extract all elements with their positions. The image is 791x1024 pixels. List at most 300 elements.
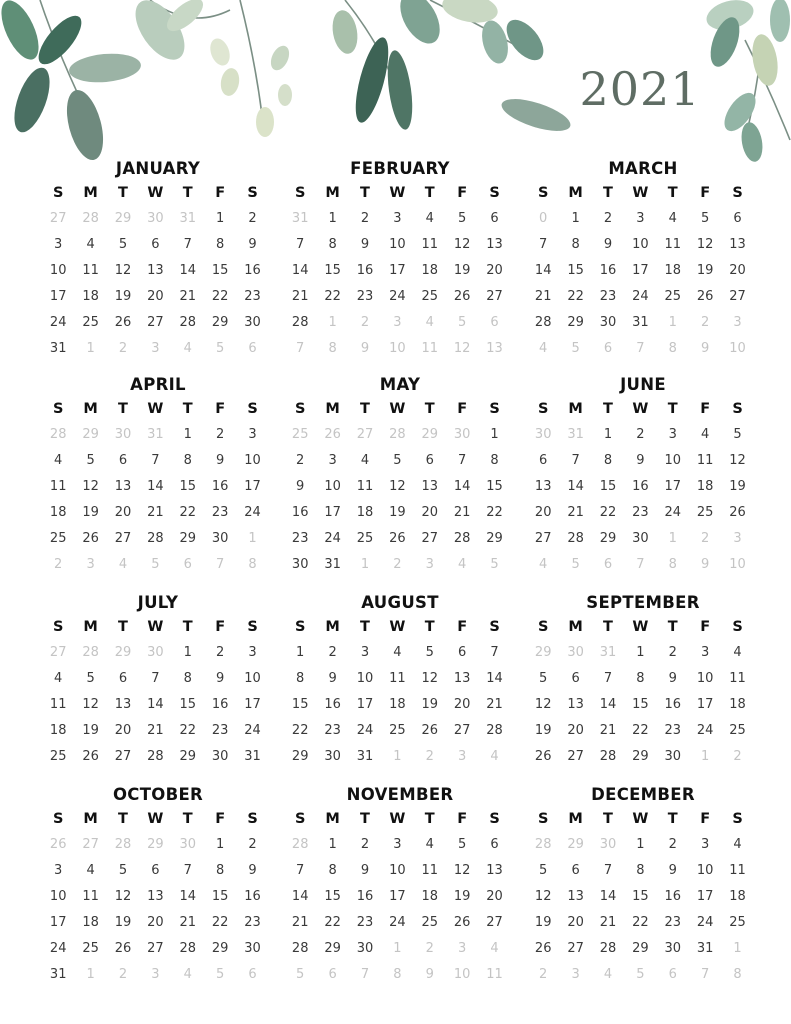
adjacent-month-day: 28 <box>114 837 132 852</box>
adjacent-month-day: 28 <box>82 211 99 226</box>
day-cell: 13 <box>534 479 552 494</box>
day-cell: 30 <box>356 941 374 956</box>
day-cell: 28 <box>179 941 197 956</box>
day-cell: 20 <box>567 723 584 738</box>
adjacent-month-day: 9 <box>425 967 434 982</box>
adjacent-month-day: 2 <box>425 941 434 956</box>
adjacent-month-day: 7 <box>636 557 645 572</box>
day-cell: 15 <box>179 479 197 494</box>
day-cell: 8 <box>603 453 613 468</box>
weekday-header: T <box>360 185 370 201</box>
month-title: JULY <box>137 593 179 612</box>
weekday-header: W <box>632 185 649 201</box>
day-cell: 1 <box>216 837 225 852</box>
day-cell: 19 <box>114 915 132 930</box>
day-cell: 6 <box>539 453 548 468</box>
day-cell: 20 <box>147 915 164 930</box>
month-days-grid <box>527 180 759 362</box>
day-cell: 23 <box>664 915 682 930</box>
day-cell: 20 <box>421 505 439 520</box>
weekday-header: W <box>389 185 406 201</box>
day-cell: 4 <box>425 837 434 852</box>
month-july <box>42 592 274 770</box>
day-cell: 24 <box>244 505 261 520</box>
day-cell: 17 <box>696 889 714 904</box>
day-cell: 19 <box>453 889 471 904</box>
day-cell: 28 <box>147 531 164 546</box>
day-cell: 25 <box>49 531 67 546</box>
day-cell: 18 <box>356 505 374 520</box>
adjacent-month-day: 29 <box>147 837 164 852</box>
adjacent-month-day: 30 <box>453 427 471 442</box>
adjacent-month-day: 30 <box>567 645 584 660</box>
adjacent-month-day: 28 <box>389 427 406 442</box>
day-cell: 14 <box>599 889 617 904</box>
day-cell: 28 <box>486 723 503 738</box>
day-cell: 6 <box>571 863 580 878</box>
day-cell: 26 <box>453 915 471 930</box>
day-cell: 27 <box>567 941 584 956</box>
day-cell: 20 <box>453 697 471 712</box>
day-cell: 12 <box>534 889 552 904</box>
day-cell: 25 <box>389 723 406 738</box>
day-cell: 31 <box>632 315 649 330</box>
adjacent-month-day: 5 <box>151 557 160 572</box>
adjacent-month-day: 2 <box>701 315 710 330</box>
day-cell: 24 <box>49 941 67 956</box>
day-cell: 3 <box>328 453 337 468</box>
day-cell: 6 <box>118 453 128 468</box>
day-cell: 12 <box>696 237 714 252</box>
day-cell: 5 <box>701 211 710 226</box>
day-cell: 12 <box>421 671 439 686</box>
adjacent-month-day: 30 <box>534 427 552 442</box>
adjacent-month-day: 9 <box>360 341 370 356</box>
adjacent-month-day: 5 <box>571 557 580 572</box>
day-cell: 1 <box>183 645 192 660</box>
adjacent-month-day: 29 <box>114 645 132 660</box>
weekday-header: W <box>632 811 649 827</box>
adjacent-month-day: 1 <box>393 749 402 764</box>
adjacent-month-day: 4 <box>539 557 548 572</box>
weekday-header: S <box>537 619 549 635</box>
day-cell: 9 <box>636 453 645 468</box>
day-cell: 30 <box>244 315 261 330</box>
day-cell: 22 <box>324 915 341 930</box>
day-cell: 14 <box>599 697 617 712</box>
day-cell: 2 <box>603 211 613 226</box>
day-cell: 31 <box>696 941 714 956</box>
day-cell: 12 <box>453 237 471 252</box>
adjacent-month-day: 1 <box>248 531 257 546</box>
day-cell: 14 <box>179 889 197 904</box>
day-cell: 26 <box>389 531 406 546</box>
weekday-header: M <box>83 401 98 417</box>
day-cell: 16 <box>324 697 341 712</box>
day-cell: 16 <box>632 479 649 494</box>
day-cell: 10 <box>49 263 67 278</box>
adjacent-month-day: 2 <box>118 967 128 982</box>
day-cell: 5 <box>393 453 402 468</box>
adjacent-month-day: 2 <box>539 967 548 982</box>
day-cell: 24 <box>389 915 406 930</box>
weekday-header: T <box>182 619 193 635</box>
day-cell: 22 <box>211 915 229 930</box>
day-cell: 14 <box>534 263 552 278</box>
day-cell: 12 <box>453 863 471 878</box>
day-cell: 20 <box>729 263 746 278</box>
day-cell: 18 <box>421 889 439 904</box>
adjacent-month-day: 2 <box>118 341 128 356</box>
weekday-header: S <box>52 401 64 417</box>
day-cell: 27 <box>534 531 552 546</box>
day-cell: 30 <box>664 749 682 764</box>
weekday-header: S <box>732 185 743 201</box>
day-cell: 17 <box>632 263 649 278</box>
day-cell: 13 <box>567 889 584 904</box>
adjacent-month-day: 3 <box>571 967 580 982</box>
weekday-header: S <box>489 619 500 635</box>
day-cell: 22 <box>632 915 649 930</box>
day-cell: 31 <box>356 749 374 764</box>
day-cell: 15 <box>211 263 229 278</box>
day-cell: 11 <box>421 237 439 252</box>
adjacent-month-day: 30 <box>599 837 617 852</box>
adjacent-month-day: 26 <box>49 837 67 852</box>
month-title: SEPTEMBER <box>586 593 700 612</box>
day-cell: 4 <box>393 645 402 660</box>
day-cell: 5 <box>118 863 128 878</box>
adjacent-month-day: 6 <box>328 967 337 982</box>
day-cell: 10 <box>696 863 714 878</box>
month-october <box>42 784 274 988</box>
weekday-header: S <box>732 401 743 417</box>
adjacent-month-day: 6 <box>603 557 613 572</box>
day-cell: 7 <box>151 671 160 686</box>
day-cell: 14 <box>453 479 471 494</box>
adjacent-month-day: 28 <box>291 837 309 852</box>
adjacent-month-day: 30 <box>114 427 132 442</box>
day-cell: 30 <box>291 557 309 572</box>
day-cell: 26 <box>421 723 439 738</box>
day-cell: 1 <box>571 211 580 226</box>
day-cell: 30 <box>664 941 682 956</box>
day-cell: 7 <box>296 237 305 252</box>
day-cell: 28 <box>291 315 309 330</box>
weekday-header: S <box>247 401 258 417</box>
day-cell: 5 <box>539 863 548 878</box>
weekday-header: T <box>667 185 678 201</box>
adjacent-month-day: 1 <box>701 749 710 764</box>
day-cell: 5 <box>118 237 128 252</box>
day-cell: 2 <box>328 645 337 660</box>
adjacent-month-day: 30 <box>147 645 164 660</box>
adjacent-month-day: 29 <box>82 427 99 442</box>
month-december <box>527 784 759 988</box>
day-cell: 2 <box>216 427 225 442</box>
day-cell: 7 <box>183 237 192 252</box>
day-cell: 30 <box>599 315 617 330</box>
weekday-header: W <box>147 619 164 635</box>
day-cell: 27 <box>147 315 164 330</box>
day-cell: 24 <box>389 289 406 304</box>
day-cell: 17 <box>696 697 714 712</box>
adjacent-month-day: 13 <box>486 341 503 356</box>
day-cell: 6 <box>151 863 160 878</box>
day-cell: 24 <box>324 531 341 546</box>
day-cell: 15 <box>179 697 197 712</box>
adjacent-month-day: 1 <box>86 967 95 982</box>
day-cell: 17 <box>49 915 67 930</box>
weekday-header: F <box>457 811 468 827</box>
month-days-grid <box>527 614 759 770</box>
adjacent-month-day: 2 <box>733 749 742 764</box>
day-cell: 25 <box>82 315 99 330</box>
adjacent-month-day: 28 <box>82 645 99 660</box>
month-title: JUNE <box>620 375 666 394</box>
day-cell: 26 <box>729 505 746 520</box>
adjacent-month-day: 6 <box>490 315 499 330</box>
day-cell: 2 <box>360 837 370 852</box>
month-title: MARCH <box>608 159 678 178</box>
day-cell: 1 <box>636 645 645 660</box>
adjacent-month-day: 8 <box>733 967 742 982</box>
day-cell: 24 <box>356 723 374 738</box>
day-cell: 11 <box>729 671 746 686</box>
day-cell: 1 <box>328 837 337 852</box>
weekday-header: T <box>424 185 435 201</box>
day-cell: 30 <box>632 531 649 546</box>
adjacent-month-day: 3 <box>151 967 160 982</box>
day-cell: 4 <box>425 211 434 226</box>
day-cell: 27 <box>147 941 164 956</box>
day-cell: 20 <box>147 289 164 304</box>
weekday-header: T <box>603 185 613 201</box>
day-cell: 11 <box>729 863 746 878</box>
day-cell: 21 <box>453 505 471 520</box>
month-january <box>42 158 274 362</box>
adjacent-month-day: 10 <box>729 557 746 572</box>
adjacent-month-day: 1 <box>86 341 95 356</box>
day-cell: 1 <box>296 645 305 660</box>
day-cell: 27 <box>453 723 471 738</box>
day-cell: 25 <box>696 505 714 520</box>
day-cell: 19 <box>421 697 439 712</box>
weekday-header: W <box>147 401 164 417</box>
adjacent-month-day: 10 <box>389 341 406 356</box>
weekday-header: F <box>700 401 711 417</box>
day-cell: 29 <box>486 531 503 546</box>
month-days-grid <box>42 806 274 988</box>
weekday-header: W <box>389 401 406 417</box>
day-cell: 28 <box>291 941 309 956</box>
adjacent-month-day: 2 <box>425 749 434 764</box>
weekday-header: M <box>83 619 98 635</box>
day-cell: 12 <box>729 453 746 468</box>
adjacent-month-day: 3 <box>733 315 742 330</box>
day-cell: 19 <box>389 505 406 520</box>
adjacent-month-day: 1 <box>328 315 337 330</box>
day-cell: 10 <box>244 671 261 686</box>
weekday-header: S <box>52 185 64 201</box>
day-cell: 16 <box>664 697 682 712</box>
adjacent-month-day: 26 <box>324 427 341 442</box>
weekday-header: F <box>700 619 711 635</box>
adjacent-month-day: 4 <box>490 941 499 956</box>
weekday-header: T <box>424 619 435 635</box>
adjacent-month-day: 3 <box>458 749 467 764</box>
day-cell: 10 <box>49 889 67 904</box>
day-cell: 18 <box>729 697 746 712</box>
weekday-header: S <box>294 811 306 827</box>
day-cell: 6 <box>490 211 499 226</box>
day-cell: 3 <box>54 863 63 878</box>
day-cell: 19 <box>114 289 132 304</box>
day-cell: 29 <box>211 941 229 956</box>
weekday-header: W <box>632 401 649 417</box>
day-cell: 12 <box>114 263 132 278</box>
day-cell: 2 <box>296 453 305 468</box>
day-cell: 13 <box>729 237 746 252</box>
day-cell: 23 <box>324 723 341 738</box>
day-cell: 10 <box>324 479 341 494</box>
weekday-header: T <box>424 401 435 417</box>
day-cell: 2 <box>360 211 370 226</box>
adjacent-month-day: 3 <box>425 557 434 572</box>
weekday-header: W <box>389 811 406 827</box>
adjacent-month-day: 6 <box>183 557 192 572</box>
weekday-header: S <box>294 401 306 417</box>
day-cell: 16 <box>356 263 374 278</box>
day-cell: 8 <box>183 453 192 468</box>
day-cell: 7 <box>458 453 467 468</box>
day-cell: 17 <box>389 263 406 278</box>
adjacent-month-day: 4 <box>118 557 128 572</box>
weekday-header: M <box>83 811 98 827</box>
day-cell: 22 <box>632 723 649 738</box>
day-cell: 21 <box>147 723 164 738</box>
day-cell: 9 <box>668 863 677 878</box>
day-cell: 13 <box>421 479 439 494</box>
day-cell: 21 <box>486 697 503 712</box>
day-cell: 26 <box>114 941 132 956</box>
day-cell: 19 <box>534 915 552 930</box>
day-cell: 19 <box>82 505 99 520</box>
day-cell: 16 <box>211 697 229 712</box>
year-title: 2021 <box>579 62 701 116</box>
day-cell: 2 <box>636 427 645 442</box>
adjacent-month-day: 6 <box>248 341 257 356</box>
day-cell: 1 <box>636 837 645 852</box>
day-cell: 2 <box>216 645 225 660</box>
day-cell: 18 <box>421 263 439 278</box>
weekday-header: F <box>457 401 468 417</box>
day-cell: 8 <box>490 453 499 468</box>
weekday-header: W <box>389 619 406 635</box>
day-cell: 25 <box>421 289 439 304</box>
day-cell: 29 <box>632 749 649 764</box>
day-cell: 23 <box>291 531 309 546</box>
adjacent-month-day: 3 <box>458 941 467 956</box>
day-cell: 22 <box>291 723 309 738</box>
day-cell: 9 <box>603 237 613 252</box>
adjacent-month-day: 2 <box>54 557 63 572</box>
day-cell: 18 <box>389 697 406 712</box>
day-cell: 12 <box>389 479 406 494</box>
weekday-header: T <box>182 811 193 827</box>
weekday-header: T <box>667 401 678 417</box>
adjacent-month-day: 3 <box>86 557 95 572</box>
adjacent-month-day: 7 <box>296 341 305 356</box>
day-cell: 27 <box>486 915 503 930</box>
weekday-header: F <box>215 401 226 417</box>
day-cell: 8 <box>636 671 645 686</box>
day-cell: 10 <box>244 453 261 468</box>
day-cell: 13 <box>567 697 584 712</box>
day-cell: 29 <box>567 315 584 330</box>
month-days-grid <box>284 806 516 988</box>
day-cell: 3 <box>668 427 677 442</box>
month-title: AUGUST <box>361 593 439 612</box>
adjacent-month-day: 5 <box>216 967 225 982</box>
day-cell: 19 <box>534 723 552 738</box>
day-cell: 28 <box>179 315 197 330</box>
day-cell: 24 <box>244 723 261 738</box>
adjacent-month-day: 8 <box>328 341 337 356</box>
day-cell: 20 <box>486 889 503 904</box>
day-cell: 11 <box>421 863 439 878</box>
day-cell: 6 <box>118 671 128 686</box>
day-cell: 24 <box>696 723 714 738</box>
adjacent-month-day: 8 <box>668 557 677 572</box>
day-cell: 17 <box>49 289 67 304</box>
weekday-header: F <box>457 619 468 635</box>
weekday-header: T <box>118 619 128 635</box>
day-cell: 12 <box>534 697 552 712</box>
adjacent-month-day: 4 <box>539 341 548 356</box>
month-september <box>527 592 759 770</box>
day-cell: 23 <box>244 915 261 930</box>
adjacent-month-day: 4 <box>425 315 434 330</box>
day-cell: 9 <box>216 453 225 468</box>
day-cell: 22 <box>211 289 229 304</box>
day-cell: 29 <box>599 531 617 546</box>
day-cell: 3 <box>393 211 402 226</box>
day-cell: 19 <box>453 263 471 278</box>
adjacent-month-day: 29 <box>534 645 552 660</box>
day-cell: 5 <box>425 645 434 660</box>
day-cell: 15 <box>632 697 649 712</box>
day-cell: 21 <box>599 915 617 930</box>
day-cell: 3 <box>248 427 257 442</box>
adjacent-month-day: 2 <box>360 315 370 330</box>
adjacent-month-day: 28 <box>534 837 552 852</box>
day-cell: 16 <box>599 263 617 278</box>
day-cell: 25 <box>729 723 746 738</box>
day-cell: 12 <box>82 697 99 712</box>
day-cell: 23 <box>356 289 374 304</box>
weekday-header: M <box>568 401 583 417</box>
day-cell: 26 <box>696 289 714 304</box>
adjacent-month-day: 7 <box>360 967 370 982</box>
day-cell: 1 <box>603 427 613 442</box>
weekday-header: S <box>489 185 500 201</box>
day-cell: 23 <box>632 505 649 520</box>
weekday-header: F <box>215 811 226 827</box>
weekday-header: T <box>667 619 678 635</box>
day-cell: 3 <box>248 645 257 660</box>
weekday-header: S <box>489 811 500 827</box>
